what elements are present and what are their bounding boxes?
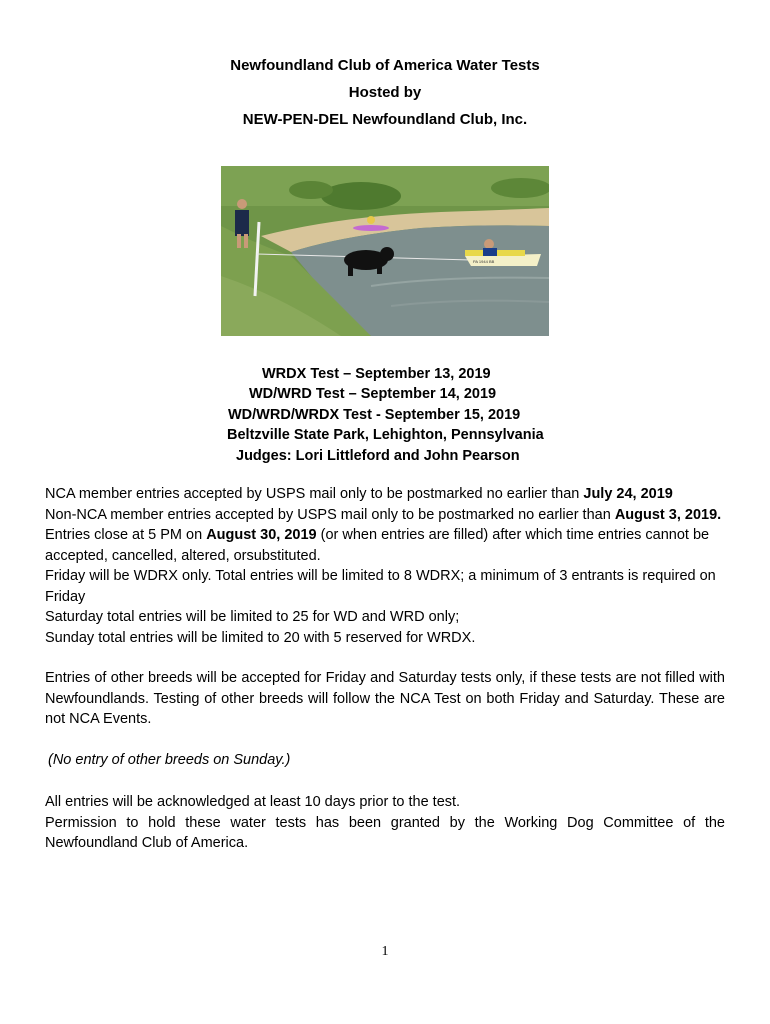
water-test-photo xyxy=(221,166,549,336)
title-block xyxy=(0,52,770,133)
schedule-location: Beltzville State Park, Lehighton, Pennsylvania xyxy=(227,427,544,443)
non-nca-entry-text: Non-NCA member entries accepted by USPS mail only to be postmarked no earlier than xyxy=(45,506,615,523)
nca-entry-date: July 24, 2019 xyxy=(583,486,673,502)
entries-close-line xyxy=(45,525,725,566)
non-nca-entry-line xyxy=(45,505,725,526)
title-line-2: Hosted by xyxy=(348,84,422,101)
entries-close-text: Entries close at 5 PM on xyxy=(45,527,207,543)
acknowledgement-line: All entries will be acknowledged at least 10 days prior to the test. xyxy=(45,794,461,810)
friday-limit: Friday will be WDRX only. Total entries will be limited to 8 WDRX; a minimum of 3 entrants is required on Friday xyxy=(45,568,716,605)
entry-rules xyxy=(45,484,725,648)
title-line-3: NEW-PEN-DEL Newfoundland Club, Inc. xyxy=(242,111,528,128)
photo-illustration xyxy=(221,166,549,336)
non-nca-entry-date: August 3, 2019. xyxy=(614,506,722,523)
schedule-sunday: WD/WRD/WRDX Test - September 15, 2019 xyxy=(228,407,521,423)
schedule-friday: WRDX Test – September 13, 2019 xyxy=(262,366,491,382)
other-breeds-paragraph: Entries of other breeds will be accepted for Friday and Saturday tests only, if these tests are not filled with Newfoundlands. Testing of other breeds will follow the NCA Test on both Friday and Saturday. These are not NCA Events. xyxy=(45,670,725,727)
sunday-note: (No entry of other breeds on Sunday.) xyxy=(48,752,291,768)
saturday-limit: Saturday total entries will be limited to 25 for WD and WRD only; xyxy=(45,609,460,625)
schedule-saturday: WD/WRD Test – September 14, 2019 xyxy=(249,386,497,402)
entries-close-suffix: (or when entries are filled) after which time entries cannot be accepted, cancelled, altered, orsubstituted. xyxy=(45,527,710,564)
entries-close-date: August 30, 2019 xyxy=(206,527,317,543)
schedule-judges: Judges: Lori Littleford and John Pearson xyxy=(236,448,520,464)
permission-line: Permission to hold these water tests has been granted by the Working Dog Committee of the Newfoundland Club of America. xyxy=(45,814,725,851)
title-line-1: Newfoundland Club of America Water Tests xyxy=(230,57,540,74)
closing-paragraph xyxy=(45,792,725,854)
nca-entry-text: NCA member entries accepted by USPS mail only to be postmarked no earlier than xyxy=(45,486,584,502)
nca-entry-line xyxy=(45,484,725,505)
page-number: 1 xyxy=(381,944,389,959)
boat-registration: PA 1944 BB xyxy=(473,259,495,264)
sunday-limit: Sunday total entries will be limited to 20 with 5 reserved for WRDX. xyxy=(45,629,476,646)
